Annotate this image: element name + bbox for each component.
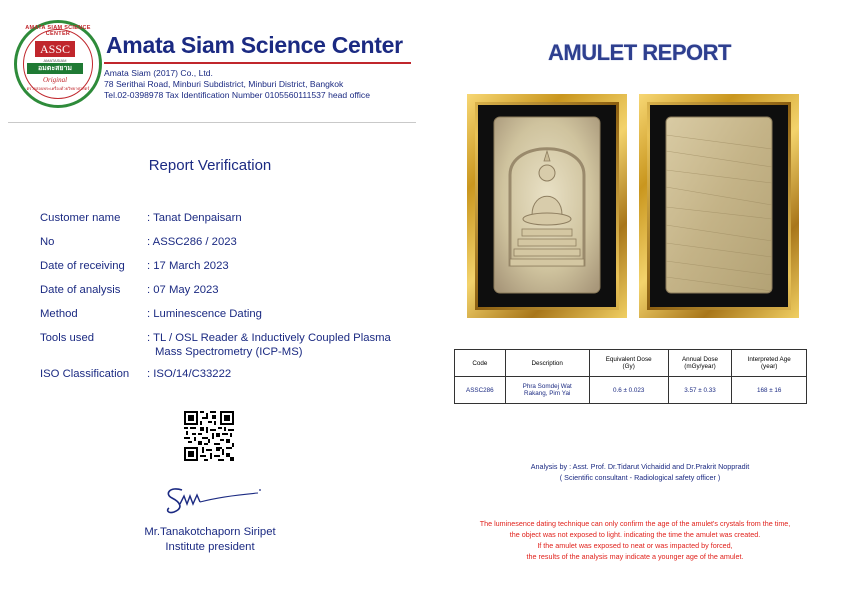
amulet-front-image bbox=[492, 115, 602, 295]
field-label-iso: ISO Classification bbox=[40, 368, 130, 380]
analysis-by: Analysis by : Asst. Prof. Dr.Tidarut Vichaidid and Dr.Prakrit Noppradit bbox=[530, 462, 750, 471]
cell-equivalent-dose: 0.6 ± 0.023 bbox=[589, 377, 668, 404]
header-description: Description bbox=[505, 350, 589, 377]
header-divider bbox=[8, 122, 416, 123]
field-value-date-analysis: : 07 May 2023 bbox=[147, 284, 219, 296]
analysis-role: ( Scientific consultant - Radiological safety officer ) bbox=[559, 473, 721, 482]
header-interpreted-age: Interpreted Age (year) bbox=[732, 350, 807, 377]
header-annual-dose: Annual Dose (mGy/year) bbox=[668, 350, 732, 377]
field-value-method: : Luminescence Dating bbox=[147, 308, 262, 320]
disclaimer-line-1: The luminesence dating technique can only confirm the age of the amulet's crystals from the time, bbox=[479, 519, 791, 528]
logo-bottom-text: ตรวจสอบพระเครื่องด้วยวิทยาศาสตร์ bbox=[26, 86, 90, 91]
amulet-front-frame bbox=[467, 94, 627, 318]
disclaimer-line-2: the object was not exposed to light. indicating the time the amulet was created. bbox=[509, 530, 761, 539]
field-value-date-receiving: : 17 March 2023 bbox=[147, 260, 229, 272]
amulet-report-title: AMULET REPORT bbox=[548, 40, 731, 65]
table-header-row bbox=[455, 350, 807, 377]
disclaimer-line-3: If the amulet was exposed to neat or was impacted by forced, bbox=[537, 541, 733, 550]
amulet-back-image bbox=[664, 115, 774, 295]
company-name: Amata Siam Science Center bbox=[106, 32, 403, 58]
field-value-tools: : TL / OSL Reader & Inductively Coupled Plasma bbox=[147, 332, 391, 344]
disclaimer-line-4: the results of the analysis may indicate a younger age of the amulet. bbox=[526, 552, 744, 561]
logo-subtext: AMATASIAM bbox=[43, 58, 67, 63]
cell-annual-dose: 3.57 ± 0.33 bbox=[668, 377, 732, 404]
field-label-date-receiving: Date of receiving bbox=[40, 260, 125, 272]
field-label-date-analysis: Date of analysis bbox=[40, 284, 121, 296]
signatory-name: Mr.Tanakotchaporn Siripet bbox=[144, 526, 276, 538]
logo-script: Original bbox=[42, 76, 68, 84]
field-label-no: No bbox=[40, 236, 55, 248]
table-row bbox=[455, 377, 807, 404]
field-value-no: : ASSC286 / 2023 bbox=[147, 236, 237, 248]
address-line-1: Amata Siam (2017) Co., Ltd. bbox=[104, 68, 213, 78]
cell-code: ASSC286 bbox=[455, 377, 506, 404]
field-value-tools-cont: Mass Spectrometry (ICP-MS) bbox=[155, 346, 303, 358]
address-line-3: Tel.02-0398978 Tax Identification Number 0105560111537 head office bbox=[104, 90, 370, 100]
field-label-tools: Tools used bbox=[40, 332, 95, 344]
header-equivalent-dose: Equivalent Dose (Gy) bbox=[589, 350, 668, 377]
cell-interpreted-age: 168 ± 16 bbox=[732, 377, 807, 404]
logo-ring-text: AMATA SIAM SCIENCE CENTER bbox=[25, 25, 91, 37]
field-value-iso: : ISO/14/C33222 bbox=[147, 368, 232, 380]
address-line-2: 78 Serithai Road, Minburi Subdistrict, Minburi District, Bangkok bbox=[104, 79, 344, 89]
cell-description: Phra Somdej Wat Rakang, Pim Yai bbox=[505, 377, 589, 404]
amulet-back-frame bbox=[639, 94, 799, 318]
field-label-customer: Customer name bbox=[40, 212, 121, 224]
qr-code[interactable] bbox=[184, 411, 234, 461]
field-value-customer: : Tanat Denpaisarn bbox=[147, 212, 242, 224]
results-table bbox=[454, 349, 807, 404]
header-code: Code bbox=[455, 350, 506, 377]
signatory-title: Institute president bbox=[165, 541, 255, 553]
company-logo bbox=[14, 20, 102, 108]
logo-badge: ASSC bbox=[35, 41, 75, 57]
company-underline bbox=[104, 62, 411, 64]
signature bbox=[160, 482, 265, 522]
logo-thai-banner: อมตะสยาม bbox=[27, 63, 83, 74]
report-verification-title: Report Verification bbox=[148, 157, 272, 174]
field-label-method: Method bbox=[40, 308, 78, 320]
